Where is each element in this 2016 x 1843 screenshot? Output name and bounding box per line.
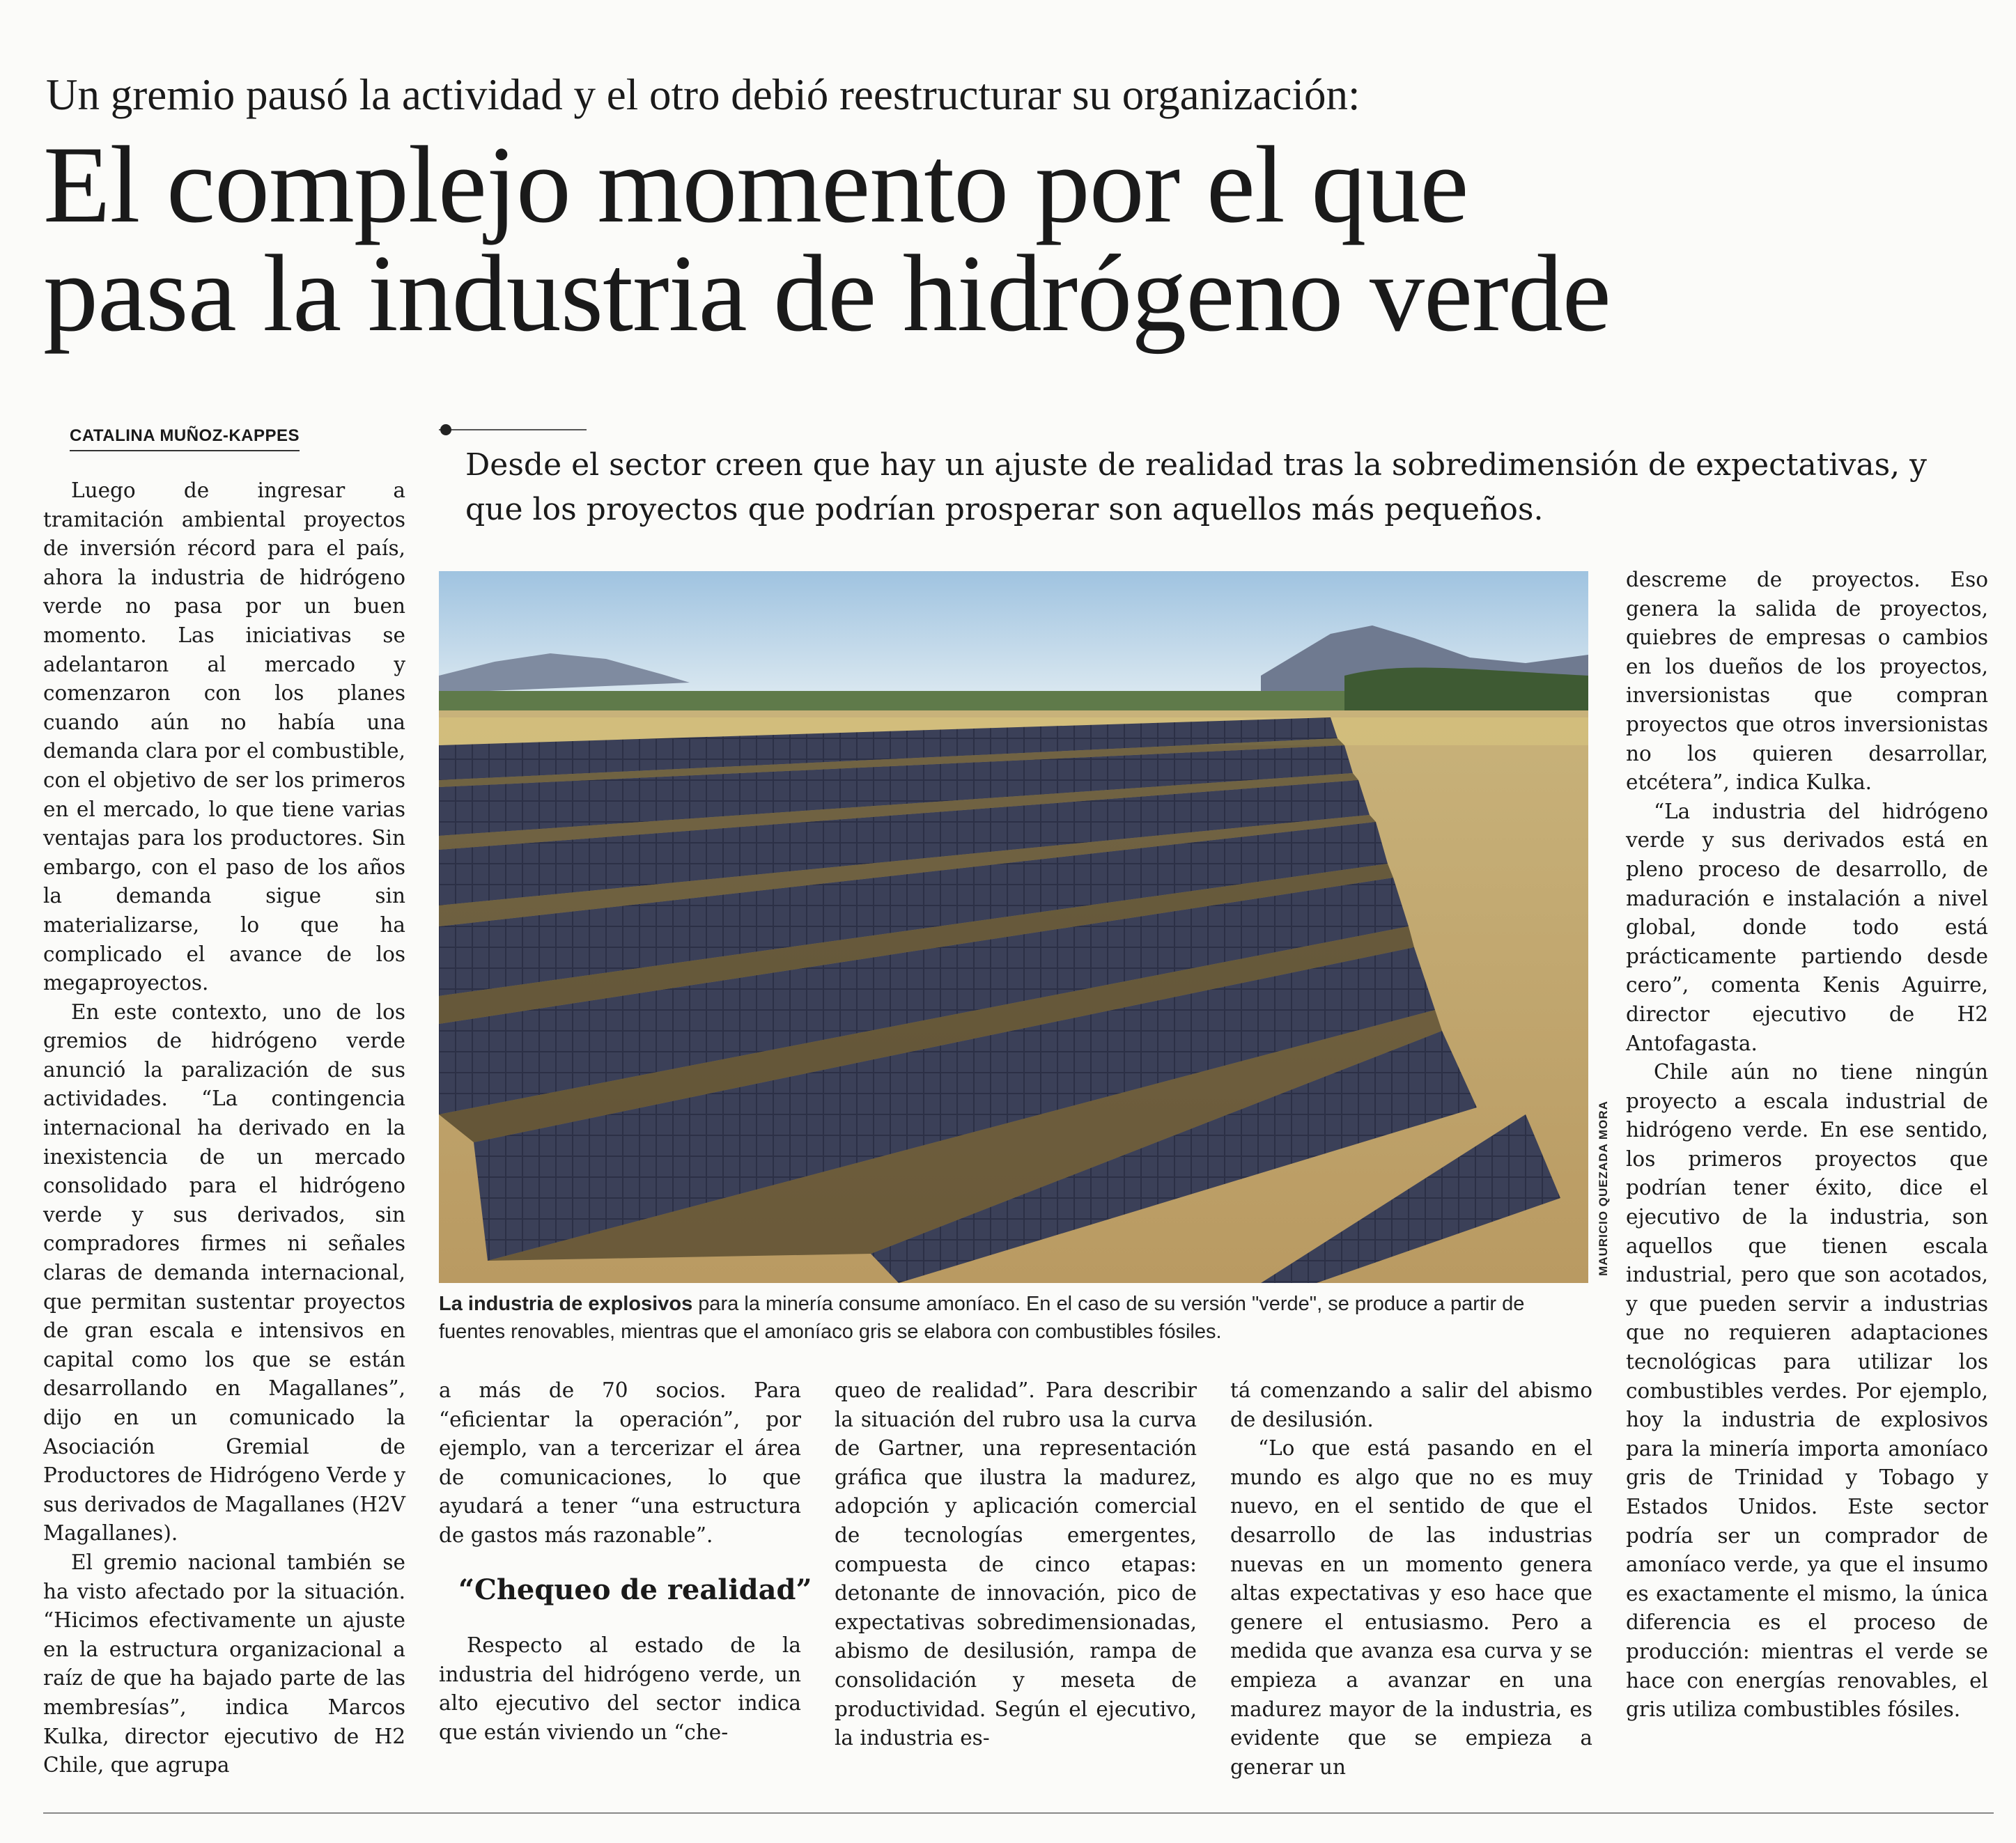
paragraph: “Lo que está pasando en el mundo es algo que no es muy nuevo, en el sentido de que el desarrollo de las industrias nuevas en un momento genera altas expectativas y eso hace que genere el entusiasmo. Pero a medida que avanza esa curva y se empieza a avanzar en una madurez mayor de la industria, es evidente que se empieza a generar un (1230, 1436, 1592, 1779)
paragraph: descreme de proyectos. Eso genera la salida de proyectos, quiebres de empresas o cambios en los dueños de los proyectos, inversionistas que compran proyectos que otros inversionistas no los quieren desarrollar, etcétera”, indica Kulka. (1626, 568, 1988, 795)
paragraph: tá comenzando a salir del abismo de desilusión. (1230, 1378, 1592, 1431)
deck-bullet-icon (440, 424, 451, 435)
deck: Desde el sector creen que hay un ajuste de realidad tras la sobredimensión de expectativas, y que los proyectos que podrían prosperar son aquellos más pequeños. (465, 447, 1927, 527)
article-column-5 (1626, 566, 1988, 1725)
bottom-rule (43, 1812, 1994, 1814)
paragraph: Chile aún no tiene ningún proyecto a escala industrial de hidrógeno verde. En ese sentido, los primeros proyectos que podrían tener éxito, dice el ejecutivo de la industria, son aquellos que tienen escala industrial, pero que son acotados, y que pueden servir a industrias que no requieren adaptaciones tecnológicas para utilizar los combustibles verdes. Por ejemplo, hoy la industria de explosivos para la minería importa amoníaco gris de Trinidad y Tobago y Estados Unidos. Este sector podría ser un comprador de amoníaco verde, ya que el insumo es exactamente el mismo, la única diferencia es el proceso de producción: mientras el verde se hace con energías renovables, el gris utiliza combustibles fósiles. (1626, 1060, 1988, 1722)
article-column-2-continued (439, 1631, 801, 1747)
caption-lead: La industria de explosivos (439, 1293, 693, 1315)
headline-line-2: pasa la industria de hidrógeno verde (43, 233, 1611, 355)
deck-rule (439, 429, 587, 430)
article-column-3 (835, 1376, 1197, 1753)
photo-caption (439, 1290, 1595, 1346)
paragraph: Respecto al estado de la industria del hidrógeno verde, un alto ejecutivo del sector indica que están viviendo un “che- (439, 1633, 801, 1744)
paragraph: queo de realidad”. Para describir la situación del rubro usa la curva de Gartner, una representación gráfica que ilustra la madurez, adopción y aplicación comercial de tecnologías emergentes, compuesta de cinco etapas: detonante de innovación, pico de expectativas sobredimensionadas, abismo de desilusión, rampa de consolidación y meseta de productividad. Según el ejecutivo, la industria es- (835, 1378, 1197, 1750)
paragraph: “La industria del hidrógeno verde y sus derivados está en pleno proceso de desarrollo, de maduración e instalación a nivel global, donde todo está prácticamente partiendo desde cero”, comenta Kenis Aguirre, director ejecutivo de H2 Antofagasta. (1626, 799, 1988, 1055)
headline-line-1: El complejo momento por el que (43, 124, 1468, 246)
photo-credit: MAURICIO QUEZADA MORA (1597, 1101, 1610, 1276)
paragraph: a más de 70 socios. Para “eficientar la operación”, por ejemplo, van a tercerizar el área de comunicaciones, lo que ayudará a tener “una estructura de gastos más razonable”. (439, 1378, 801, 1547)
paragraph: En este contexto, uno de los gremios de hidrógeno verde anunció la paralización de sus actividades. “La contingencia internacional ha derivado en la inexistencia de un mercado consolidado para el hidrógeno verde y sus derivados, sin compradores firmes ni señales claras de demanda internacional, que permitan sustentar proyectos de gran escala e intensivos en capital como los que se están desarrollando en Magallanes”, dijo en un comunicado la Asociación Gremial de Productores de Hidrógeno Verde y sus derivados de Magallanes (H2V Magallanes). (43, 1000, 405, 1546)
caption-text: para la minería consume amoníaco. En el caso de su versión "verde", se produce a partir de fuentes renovables, mientras que el amoníaco gris se elabora con combustibles fósiles. (439, 1293, 1525, 1343)
article-column-4 (1230, 1376, 1592, 1782)
section-subhead: “Chequeo de realidad” (458, 1573, 812, 1606)
article-column-1 (43, 476, 405, 1780)
paragraph: El gremio nacional también se ha visto afectado por la situación. “Hicimos efectivamente un ajuste en la estructura organizacional a raíz de que ha bajado parte de las membresías”, indica Marcos Kulka, director ejecutivo de H2 Chile, que agrupa (43, 1550, 405, 1778)
headline (43, 124, 1994, 355)
article-column-2 (439, 1376, 801, 1550)
paragraph: Luego de ingresar a tramitación ambiental proyectos de inversión récord para el país, ahora la industria de hidrógeno verde no pasa por un buen momento. Las iniciativas se adelantaron al mercado y comenzaron con los planes cuando aún no había una demanda clara por el combustible, con el objetivo de ser los primeros en el mercado, lo que tiene varias ventajas para los productores. Sin embargo, con el paso de los años la demanda sigue sin materializarse, lo que ha complicado el avance de los megaproyectos. (43, 479, 405, 995)
kicker: Un gremio pausó la actividad y el otro debió reestructurar su organización: (46, 70, 1360, 119)
solar-farm-photo (439, 571, 1588, 1283)
byline: CATALINA MUÑOZ-KAPPES (70, 426, 300, 451)
